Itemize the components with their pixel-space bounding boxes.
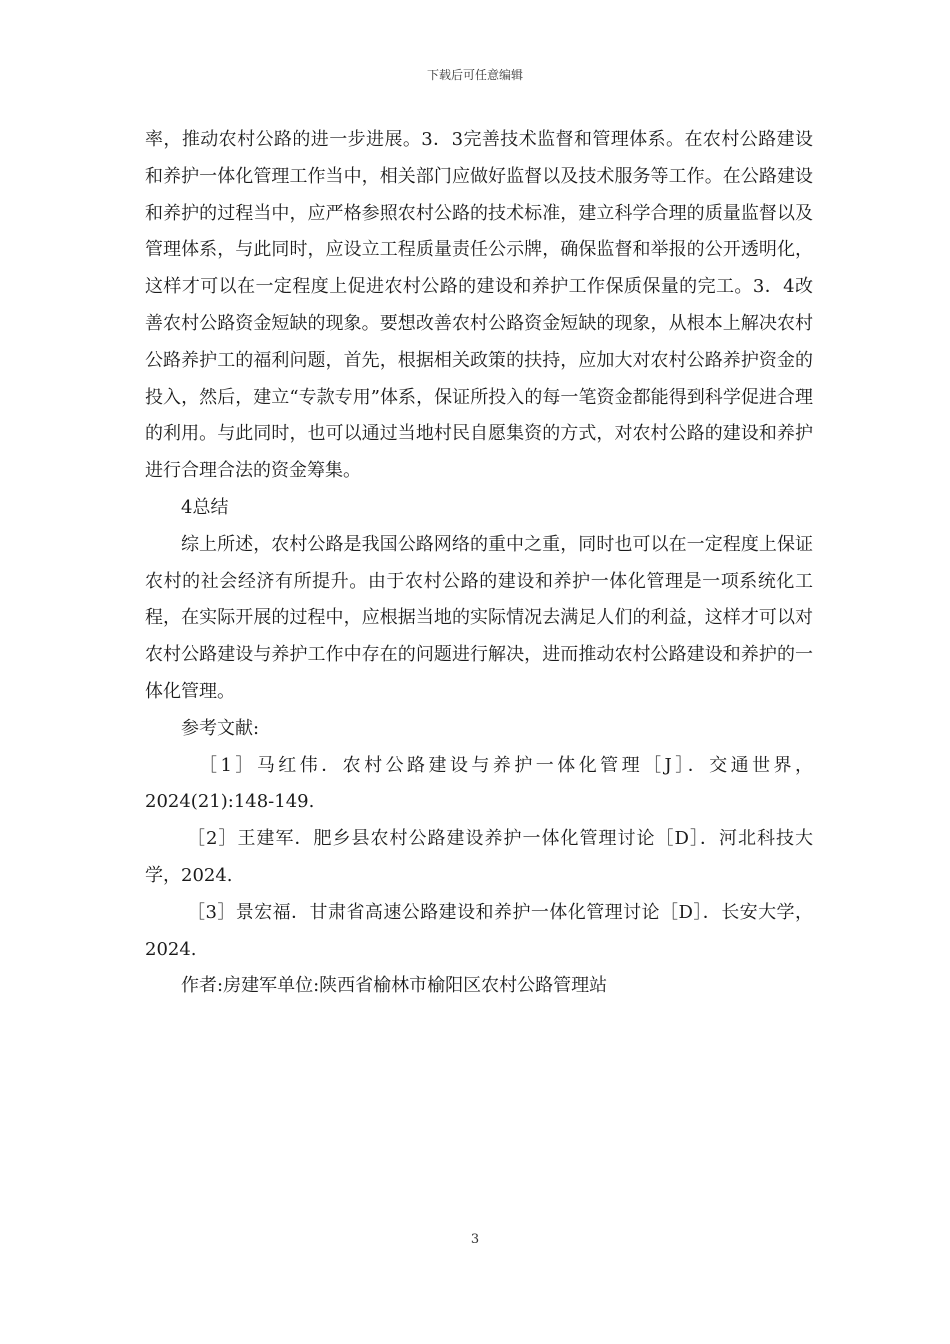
document-body	[145, 122, 813, 1005]
summary-paragraph: 综上所述，农村公路是我国公路网络的重中之重，同时也可以在一定程度上保证农村的社会经济有所提升。由于农村公路的建设和养护一体化管理是一项系统化工程，在实际开展的过程中，应根据当地的实际情况去满足人们的利益，这样才可以对农村公路建设与养护工作中存在的问题进行解决，进而推动农村公路建设和养护的一体化管理。	[145, 533, 813, 702]
author-line: 作者:房建军单位:陕西省榆林市榆阳区农村公路管理站	[181, 975, 608, 997]
paragraph-continuation: 率，推动农村公路的进一步进展。3．3完善技术监督和管理体系。在农村公路建设和养护一体化管理工作当中，相关部门应做好监督以及技术服务等工作。在公路建设和养护的过程当中，应严格参照农村公路的技术标准，建立科学合理的质量监督以及管理体系，与此同时，应设立工程质量责任公示牌，确保监督和举报的公开透明化，这样才可以在一定程度上促进农村公路的建设和养护工作保质保量的完工。3．4改善农村公路资金短缺的现象。要想改善农村公路资金短缺的现象，从根本上解决农村公路养护工的福利问题，首先，根据相关政策的扶持，应加大对农村公路养护资金的投入，然后，建立“专款专用”体系，保证所投入的每一笔资金都能得到科学促进合理的利用。与此同时，也可以通过当地村民自愿集资的方式，对农村公路的建设和养护进行合理合法的资金筹集。	[145, 129, 813, 482]
reference-item: ［1］马红伟．农村公路建设与养护一体化管理［J］．交通世界，2024(21):148-149.	[145, 754, 813, 813]
reference-item: ［3］景宏福．甘肃省高速公路建设和养护一体化管理讨论［D］．长安大学，2024.	[145, 901, 813, 960]
section-heading: 4总结	[181, 496, 229, 518]
references-heading: 参考文献:	[181, 717, 260, 739]
page-header: 下载后可任意编辑	[426, 68, 523, 82]
reference-item: ［2］王建军．肥乡县农村公路建设养护一体化管理讨论［D］．河北科技大学，2024.	[145, 828, 813, 886]
page-number: 3	[470, 1232, 480, 1247]
